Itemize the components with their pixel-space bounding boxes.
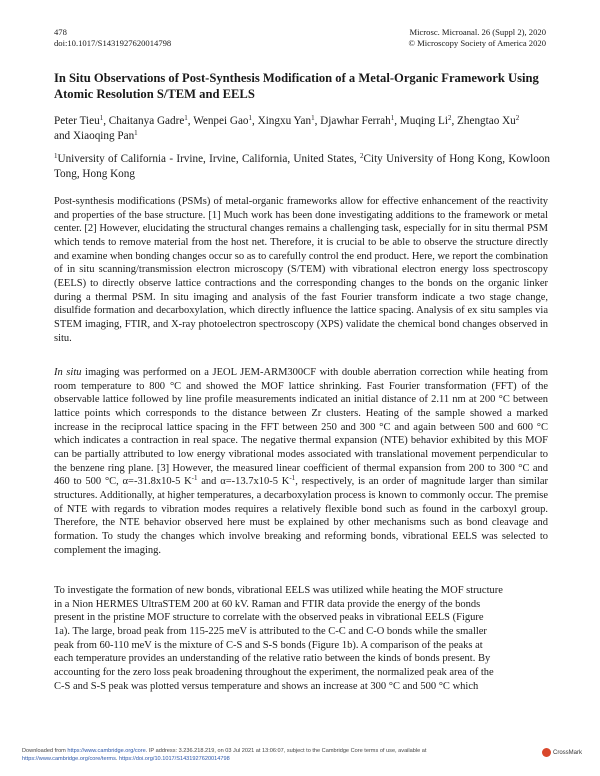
author-conjunction: and: [54, 130, 71, 142]
article-doi: doi:10.1017/S1431927620014798: [54, 38, 172, 48]
author: Peter Tieu: [54, 115, 100, 127]
terms-link[interactable]: https://www.cambridge.org/core/terms: [22, 756, 116, 762]
abstract-paragraph-2: In situ imaging was performed on a JEOL JEM-ARM300CF with double aberration correction while heating from room temperature to 800 °C and showed the MOF lattice shrinking. Fast Fourier transformation (FFT) of the observable lattice followed by line profile measurements indicated an initial distance of 2.11 nm at 200 °C between lattice points which corresponds to the distance between Zr clusters. Heating of the sample showed a marked increase in the reciprocal lattice spacing in the FFT between 250 and 300 °C and again between 500 and 600 °C which indicates a contraction in real space. The negative thermal expansion (NTE) behavior exhibited by this MOF can be partially attributed to low energy vibrational modes associated with translational movement perpendicular to the benzene ring plane. [3] However, the measured linear coefficient of thermal expansion from 200 to 300 °C and 460 to 500 °C, α=-31.8x10-5 $K^{-1}$ and α=-13.7x10-5 $K^{-1}$, respectively, is an order of magnitude larger than similar structures. Additionally, at higher temperatures, a decarboxylation process is known to commonly occur. The premise of NTE with regards to vibration modes requires a relatively flexible bond such as found in the carboxyl group. Therefore, the NTE behavior observed here must be explained by other mechanisms such as bond cleavage and formation. To study the changes which involve breaking and reforming bonds, vibrational EELS was selected to complement the imaging.: [54, 367, 548, 556]
author-list: Peter Tieu$^1$, Chaitanya Gadre$^1$, Wenpei Gao$^1$, Xingxu Yan$^1$, Djawhar Ferrah$^1$, Muqing Li$^2$, Zhengtao Xu$^2$ and Xiaoqing Pan$^1$: [54, 114, 520, 142]
text-line: each temperature provides an understanding of the relative ratio between the kinds of bonds present. By: [54, 653, 491, 665]
author: Chaitanya Gadre: [108, 115, 185, 127]
abstract-paragraph-1: Post-synthesis modifications (PSMs) of metal-organic frameworks allow for effective enhancement of the reactivity and properties of the base structure. [1] Much work has been done investigating additions to the framework or metal center. [2] However, elucidating the structural changes remains a challenging task, especially for in situ thermal PSM which tends to remove material from the host net. Therefore, it is crucial to be able to observe the structure directly and examine when bonding changes occur so as to carefully control the end product. Here, we report the combination of in situ scanning/transmission electron microscopy (S/TEM) with vibrational electron energy loss spectroscopy (EELS) to directly observe lattice contractions and the corresponding changes to the bonds on the organic linker during a thermal PSM. In situ imaging and analysis of the fast Fourier transform indicate a two stage change, disulfide formation and decarboxylation, which directly influence the lattice spacing. Analysis of ex situ samples via STEM imaging, FTIR, and X-ray photoelectron spectroscopy (XPS) validate the chemical bond changes observed in situ.: [54, 196, 548, 344]
author: Zhengtao Xu: [457, 115, 516, 127]
doi-link[interactable]: https://doi.org/10.1017/S1431927620014798: [119, 756, 230, 762]
affiliation: University of California - Irvine, Irvine, California, United States,: [57, 153, 360, 165]
journal-citation: Microsc. Microanal. 26 (Suppl 2), 2020: [409, 27, 546, 37]
crossmark-label: CrossMark: [552, 749, 582, 756]
text-line: C-S and S-S peak was plotted versus temperature and shows an increase at 300 °C and 500 °C which: [54, 680, 479, 692]
cambridge-core-link[interactable]: https://www.cambridge.org/core: [67, 748, 146, 754]
crossmark-icon: [542, 748, 551, 757]
affiliation: City University of Hong Kong, Kowloon Tong, Hong Kong: [54, 153, 550, 180]
text-line: To investigate the formation of new bonds, vibrational EELS was utilized while heating the MOF structure: [54, 585, 503, 596]
paper-title: In Situ Observations of Post-Synthesis Modification of a Metal-Organic Framework Using Atomic Resolution S/TEM and EELS: [54, 71, 539, 101]
abstract-paragraph-3: [54, 584, 548, 693]
copyright-notice: © Microscopy Society of America 2020: [408, 38, 546, 48]
download-footer: Downloaded from https://www.cambridge.org/core. IP address: 3.236.218.219, on 03 Jul 2021 at 13:06:07, subject to the Cambridge Core terms of use, available at https://www.cambridge.org/core/terms. https://doi.org/10.1017/S1431927620014798: [22, 748, 427, 762]
text-line: peak from 60-110 meV is the mixture of C-S and S-S bonds (Figure 1b). A comparison of the peaks at: [54, 639, 483, 651]
author: Xingxu Yan: [257, 115, 312, 127]
text-line: in a Nion HERMES UltraSTEM 200 at 60 kV. Raman and FTIR data provide the energy of the bonds: [54, 598, 481, 610]
author: Xiaoqing Pan: [72, 130, 135, 142]
text-line: present in the pristine MOF structure to correlate with the observed peaks in vibrational EELS (Figure: [54, 612, 484, 624]
header-right: [408, 27, 546, 49]
author: Wenpei Gao: [193, 115, 249, 127]
affiliations: $^1$University of California - Irvine, Irvine, California, United States, $^2$City University of Hong Kong, Kowloon Tong, Hong Kong: [54, 152, 550, 180]
crossmark-badge[interactable]: [542, 748, 582, 757]
header-left: [54, 27, 171, 49]
page-number: 478: [54, 27, 67, 37]
author: Djawhar Ferrah: [320, 115, 391, 127]
text-line: 1a). The large, broad peak from 115-225 meV is attributed to the C-C and C-O bonds while the smaller: [54, 625, 487, 637]
author: Muqing Li: [399, 115, 448, 127]
text-line: accounting for the zero loss peak broadening throughout the experiment, the normalized peak area of the: [54, 666, 494, 678]
